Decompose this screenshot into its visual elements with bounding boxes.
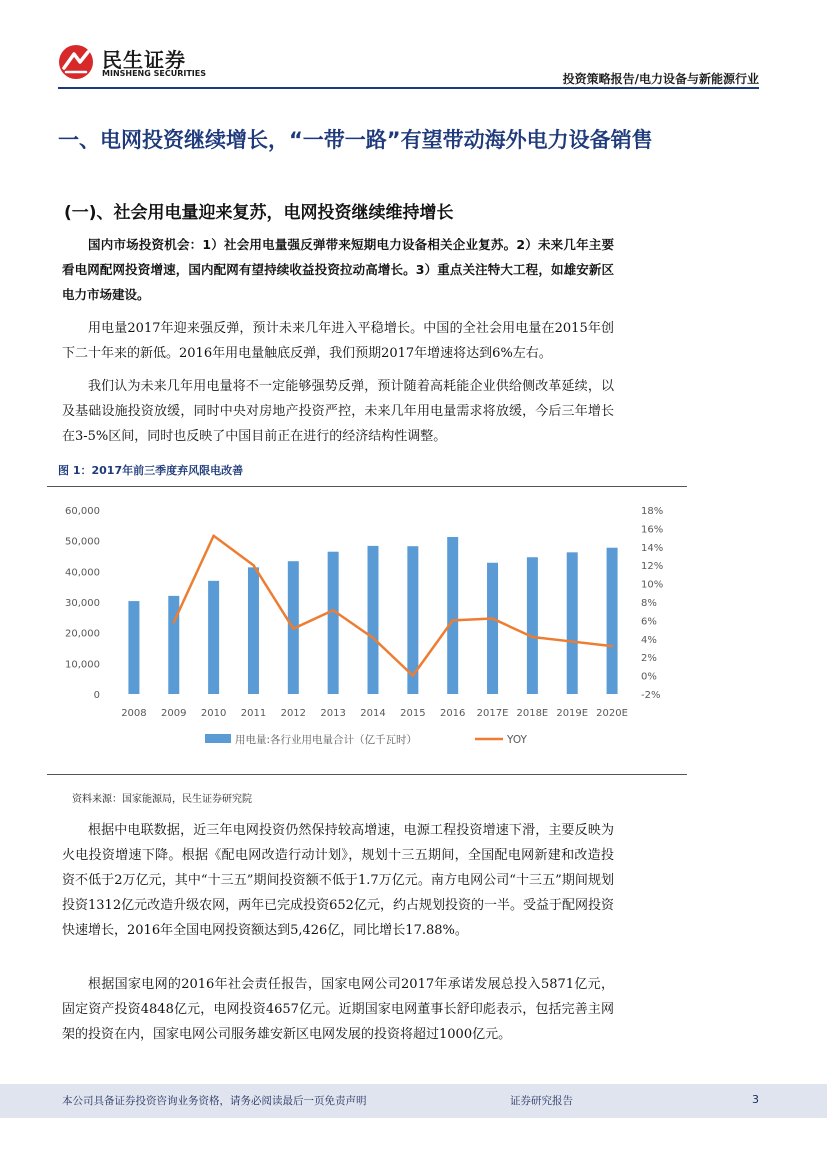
right-axis-tick: 10% xyxy=(641,579,664,591)
left-axis-tick: 50,000 xyxy=(65,536,100,548)
right-axis-tick: 2% xyxy=(641,653,657,665)
left-axis-tick: 30,000 xyxy=(65,598,100,609)
yoy-point-2012 xyxy=(292,627,294,629)
bar-2009 xyxy=(168,596,179,694)
section-heading: 一、电网投资继续增长，“一带一路”有望带动海外电力设备销售 xyxy=(58,128,653,152)
figure-bottom-rule xyxy=(47,774,687,775)
body-paragraph: 根据国家电网的2016年社会责任报告，国家电网公司2017年承诺发展总投入5871亿元，固定资产投资4848亿元，电网投资4657亿元。近期国家电网董事长舒印彪表示，包括完善主网架的投资在内，国家电网公司服务雄安新区电网发展的投资将超过1000亿元。 xyxy=(62,977,614,1042)
yoy-point-2018E xyxy=(531,636,533,638)
yoy-point-2014 xyxy=(372,637,374,639)
body-paragraph: 根据中电联数据，近三年电网投资仍然保持较高增速，电源工程投资增速下滑，主要反映为火电投资增速下降。根据《配电网改造行动计划》，规划十三五期间，全国配电网新建和改造投资不低于2万亿元，其中“十三五”期间投资额不低于1.7万亿元。南方电网公司“十三五”期间规划投资1312亿元改造升级农网，两年已完成投资652亿元，约占规划投资的一半。受益于配网投资快速增长，2016年全国电网投资额达到5,426亿，同比增长17.88%。 xyxy=(62,823,614,938)
figure-top-rule xyxy=(47,486,687,487)
x-axis-tick: 2014 xyxy=(360,708,386,719)
legend-line-label: YOY xyxy=(507,734,527,746)
footer-label: 证券研究报告 xyxy=(510,1095,573,1107)
yoy-point-2019E xyxy=(571,640,573,642)
left-axis-tick: 10,000 xyxy=(65,659,100,671)
bar-2019E xyxy=(567,552,578,694)
x-axis-tick: 2009 xyxy=(161,708,187,719)
yoy-point-2010 xyxy=(212,535,214,537)
key-points-paragraph: 国内市场投资机会：1）社会用电量强反弹带来短期电力设备相关企业复苏。2）未来几年主要看电网配网投资增速，国内配网有望持续收益投资拉动高增长。3）重点关注特大工程，如雄安新区电力市场建设。 xyxy=(62,237,614,302)
bar-2011 xyxy=(248,567,259,694)
x-axis-tick: 2019E xyxy=(556,708,589,719)
right-axis-tick: 18% xyxy=(641,506,664,517)
x-axis-tick: 2013 xyxy=(320,708,346,719)
right-axis-tick: 14% xyxy=(641,542,664,554)
minsheng-logo-icon xyxy=(58,44,94,80)
right-axis-tick: 16% xyxy=(641,524,664,536)
logo-text-cn: 民生证券 xyxy=(102,48,186,72)
company-logo xyxy=(58,42,218,82)
x-axis-tick: 2016 xyxy=(439,708,466,719)
page-number: 3 xyxy=(752,1093,759,1106)
left-axis-tick: 60,000 xyxy=(65,506,100,517)
yoy-point-2011 xyxy=(252,564,254,566)
left-axis-tick: 0 xyxy=(93,690,100,701)
bar-2014 xyxy=(368,546,379,694)
bar-2008 xyxy=(128,601,139,694)
right-axis-tick: 4% xyxy=(641,634,657,646)
bar-2013 xyxy=(328,552,339,694)
bar-2018E xyxy=(527,557,538,694)
right-axis-tick: 0% xyxy=(641,671,657,683)
legend-bar-label: 用电量:各行业用电量合计（亿千瓦时） xyxy=(235,734,418,746)
header-divider xyxy=(58,87,759,89)
x-axis-tick: 2020E xyxy=(596,708,628,719)
body-paragraph: 我们认为未来几年用电量将不一定能够强势反弹，预计随着高耗能企业供给侧改革延续，以及基础设施投资放缓，同时中央对房地产投资严控，未来几年用电量需求将放缓，今后三年增长在3-5%区间，同时也反映了中国目前正在进行的经济结构性调整。 xyxy=(62,379,614,444)
bar-2020E xyxy=(607,548,618,694)
yoy-line xyxy=(174,536,612,676)
x-axis-tick: 2015 xyxy=(400,708,426,719)
bar-2017E xyxy=(487,563,498,694)
subsection-heading: (一)、社会用电量迎来复苏，电网投资继续维持增长 xyxy=(64,203,454,223)
right-axis-tick: 8% xyxy=(641,598,657,609)
electricity-consumption-chart xyxy=(47,488,687,772)
legend-bar-swatch xyxy=(205,734,231,743)
bar-2010 xyxy=(208,581,219,694)
x-axis-tick: 2008 xyxy=(121,708,147,719)
x-axis-tick: 2018E xyxy=(516,708,549,719)
x-axis-tick: 2017E xyxy=(476,708,509,719)
yoy-point-2017E xyxy=(491,617,493,619)
yoy-point-2016 xyxy=(451,619,453,621)
body-paragraph: 用电量2017年迎来强反弹，预计未来几年进入平稳增长。中国的全社会用电量在2015年创下二十年来的新低。2016年用电量触底反弹，我们预期2017年增速将达到6%左右。 xyxy=(62,321,614,361)
x-axis-tick: 2011 xyxy=(240,708,267,719)
right-axis-tick: -2% xyxy=(641,690,661,701)
figure-title: 图 1：2017年前三季度弃风限电改善 xyxy=(58,464,244,477)
yoy-point-2015 xyxy=(412,674,414,676)
yoy-point-2009 xyxy=(173,621,175,623)
figure-source: 资料来源：国家能源局，民生证券研究院 xyxy=(72,794,252,805)
left-axis-tick: 40,000 xyxy=(65,567,100,579)
bar-2016 xyxy=(447,537,458,694)
yoy-point-2013 xyxy=(332,609,334,611)
footer-disclaimer: 本公司具备证券投资咨询业务资格，请务必阅读最后一页免责声明 xyxy=(62,1095,367,1107)
logo-text-en: MINSHENG SECURITIES xyxy=(102,69,206,78)
report-type: 投资策略报告/电力设备与新能源行业 xyxy=(562,72,759,86)
x-axis-tick: 2012 xyxy=(280,708,307,719)
left-axis-tick: 20,000 xyxy=(65,628,100,640)
right-axis-tick: 12% xyxy=(641,561,664,573)
right-axis-tick: 6% xyxy=(641,616,657,628)
yoy-point-2020E xyxy=(611,645,613,647)
x-axis-tick: 2010 xyxy=(200,708,227,719)
